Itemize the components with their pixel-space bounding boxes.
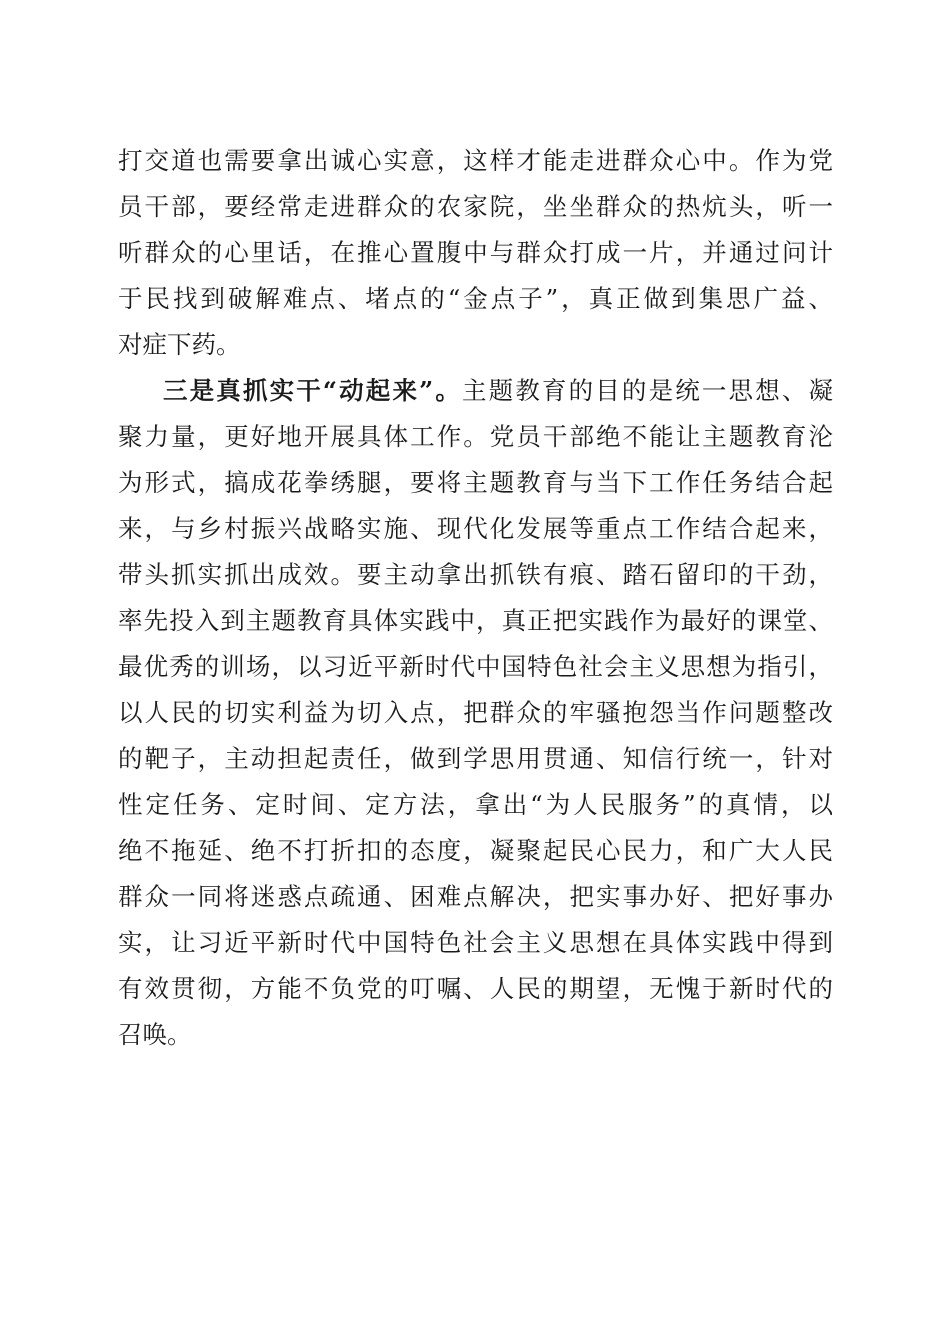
paragraph-2-line: 聚力量，更好地开展具体工作。党员干部绝不能让主题教育沦 [118,422,833,451]
paragraph-1-line: 打交道也需要拿出诚心实意，这样才能走进群众心中。作为党 [118,146,833,175]
paragraph-2-line: 实，让习近平新时代中国特色社会主义思想在具体实践中得到 [118,928,833,957]
section-heading-lead: 三是真抓实干“动起来”。 [163,376,463,405]
paragraph-1-line: 于民找到破解难点、堵点的“金点子”，真正做到集思广益、 [118,284,833,313]
paragraph-1-line: 听群众的心里话，在推心置腹中与群众打成一片，并通过问计 [118,238,833,267]
paragraph-2 [118,368,833,1058]
paragraph-2-first-line [118,368,833,414]
paragraph-2-line: 带头抓实抓出成效。要主动拿出抓铁有痕、踏石留印的干劲， [118,560,833,589]
paragraph-1 [118,138,833,368]
paragraph-2-line: 性定任务、定时间、定方法，拿出“为人民服务”的真情，以 [118,790,833,819]
document-body [118,138,833,1058]
paragraph-2-line: 以人民的切实利益为切入点，把群众的牢骚抱怨当作问题整改 [118,698,833,727]
paragraph-1-line: 对症下药。 [118,330,241,359]
paragraph-1-line: 员干部，要经常走进群众的农家院，坐坐群众的热炕头，听一 [118,192,833,221]
paragraph-2-line: 的靶子，主动担起责任，做到学思用贯通、知信行统一，针对 [118,744,833,773]
paragraph-2-line: 绝不拖延、绝不打折扣的态度，凝聚起民心民力，和广大人民 [118,836,833,865]
paragraph-2-line: 为形式，搞成花拳绣腿，要将主题教育与当下工作任务结合起 [118,468,833,497]
paragraph-2-line: 率先投入到主题教育具体实践中，真正把实践作为最好的课堂、 [118,606,833,635]
paragraph-2-line: 有效贯彻，方能不负党的叮嘱、人民的期望，无愧于新时代的 [118,974,833,1003]
paragraph-2-line: 召唤。 [118,1020,192,1049]
paragraph-2-line: 群众一同将迷惑点疏通、困难点解决，把实事办好、把好事办 [118,882,833,911]
paragraph-2-line: 来，与乡村振兴战略实施、现代化发展等重点工作结合起来， [118,514,833,543]
paragraph-2-first-line-text: 主题教育的目的是统一思想、凝 [462,376,833,405]
paragraph-2-line: 最优秀的训场，以习近平新时代中国特色社会主义思想为指引， [118,652,833,681]
